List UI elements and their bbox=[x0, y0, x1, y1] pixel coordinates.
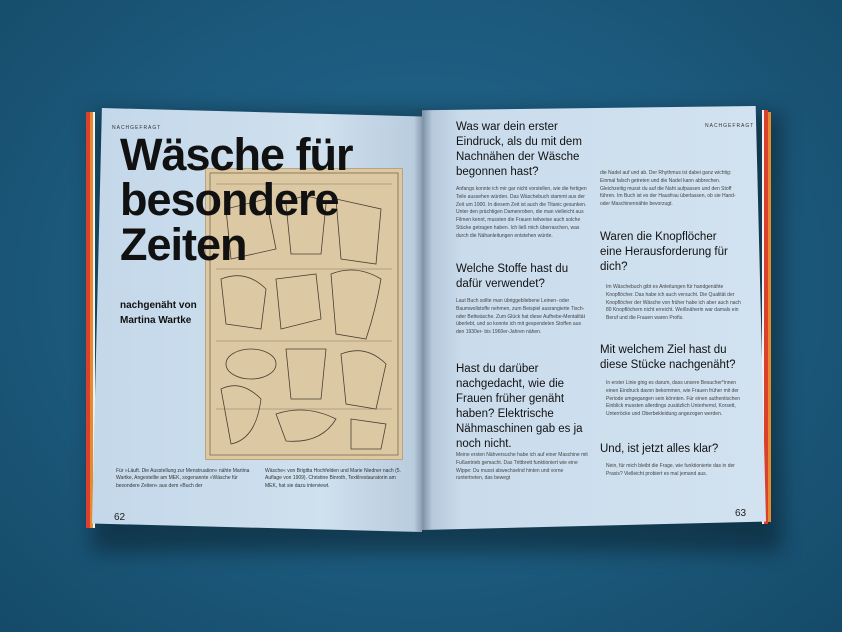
question-1-heading: Was war dein erster Eindruck, als du mit dem Nachnähen der Wäsche begonnen hast? bbox=[456, 121, 582, 178]
article-byline bbox=[120, 298, 197, 328]
question-6-heading: Und, ist jetzt alles klar? bbox=[600, 443, 719, 455]
question-3-heading: Hast du darüber nachgedacht, wie die Frauen früher genäht haben? Elektrische Nähmaschinen gab es ja noch nicht. bbox=[456, 363, 583, 450]
question-2-heading: Welche Stoffe hast du dafür verwendet? bbox=[456, 263, 569, 290]
intro-text-column-1: Für »Läuft. Die Ausstellung zur Menstruation« nähte Martina Wartke, Angestellte am MEK, sogenannte »Wäsche für besondere Zeiten« aus dem »Buch der bbox=[116, 468, 250, 489]
answer-5-text: In erster Linie ging es darum, dass unsere Besucher*innen einen Eindruck davon bekommen, wie Frauen früher mit der Periode umgegangen sein könnten. Für einen authentischen Einblick mussten allerdings zusätzlich Unterhemd, Korsett, Unterröcke und Oberbekleidung angezogen werden. bbox=[606, 380, 740, 418]
page-number-right: 63 bbox=[735, 508, 747, 519]
answer-4-text: Im Wäschebuch gibt es Anleitungen für handgenähte Knopflöcher. Das habe ich auch versucht. Die Qualität der Knopflöcher der Wäsche von früher habe ich aber auch nach 80 Knopflöchern nicht erreicht. Weißnäherin war damals ein Beruf und die Frauen waren Profis. bbox=[606, 284, 741, 322]
question-4-heading: Waren die Knopflöcher eine Herausforderung für dich? bbox=[600, 231, 728, 273]
answer-3-continued-text: die Nadel auf und ab. Der Rhythmus ist dabei ganz wichtig: Einmal falsch getreten und die Nadel kann abbrechen. Gleichzeitig musst du auf die Naht aufpassen und den Stoff führen. Im Buch ist es der Hausfrau überlassen, ob sie Hand- oder Maschinennähte bevorzugt. bbox=[600, 170, 736, 208]
title-line-3: Zeiten bbox=[120, 219, 247, 270]
answer-1-text: Anfangs konnte ich mir gar nicht vorstellen, wie die fertigen Teile aussehen würden. Das Wäschebuch stammt aus der Zeit um 1900. In diesem Zeit ist auch die Titanic gesunken. Unter den prächtigen Damenroben, die man vielleicht aus Filmen kennt, mussten die Frauen teilweise auch solche Stücke getragen haben. Ich ließ mich überraschen, was durch die Nähanleitungen entstehen würde. bbox=[456, 186, 587, 239]
right-edge-stripe-orange bbox=[768, 112, 771, 522]
spine-gutter bbox=[414, 108, 432, 532]
title-line-1: Wäsche für bbox=[120, 129, 353, 180]
question-5-heading: Mit welchem Ziel hast du diese Stücke nachgenäht? bbox=[600, 344, 736, 371]
left-section-label: NACHGEFRAGT bbox=[112, 125, 162, 131]
intro-text-column-2: Wäsche« von Brigitta Hochfelden und Marie Niedner nach (5. Auflage von 1909). Christine Binroth, Textilrestauratorin am MEK, hat sie dazu interviewt. bbox=[265, 468, 401, 489]
answer-2-text: Laut Buch sollte man übriggebliebene Leinen- oder Baumwollstoffe nehmen, zum Beispiel ausrangierte Tisch- oder Bettwäsche. Zum Glück hat diese Aufhebe-Mentalität überlebt, und so konnte ich mit gespendeten Stoffen aus den 1930er- bis 1960er-Jahren nähen. bbox=[456, 298, 585, 336]
answer-3-text: Meine ersten Nähversuche habe ich auf einer Maschine mit Fußantrieb gemacht. Das Trittbrett funktioniert wie eine Wippe: Du musst abwechselnd hinten und vorne runtertreten, das bewegt bbox=[456, 452, 588, 482]
title-line-2: besondere bbox=[120, 174, 339, 225]
article-title bbox=[120, 129, 353, 270]
byline-line-2: Martina Wartke bbox=[120, 315, 192, 326]
answer-6-text: Nein, für mich bleibt die Frage, wie funktionierte das in der Praxis? Vielleicht probiert es mal jemand aus. bbox=[606, 463, 735, 477]
byline-line-1: nachgenäht von bbox=[120, 300, 197, 311]
page-number-left: 62 bbox=[114, 512, 126, 523]
right-section-label: NACHGEFRAGT bbox=[705, 123, 755, 129]
